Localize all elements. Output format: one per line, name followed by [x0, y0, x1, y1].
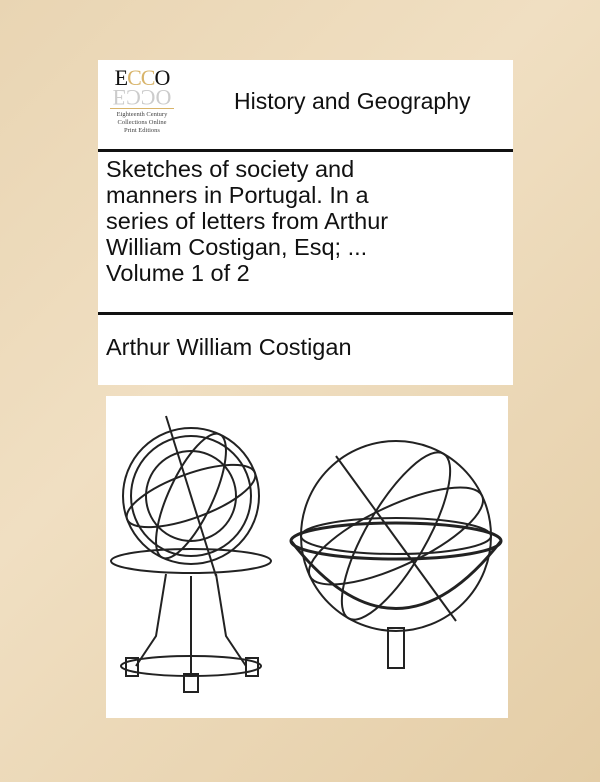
logo-subtitle-3: Print Editions — [124, 127, 160, 134]
logo-subtitle-1: Eighteenth Century — [116, 111, 168, 118]
title-line: William Costigan, Esq; ... — [106, 234, 368, 260]
ecco-logo: ECCO EϽϽO Eighteenth Century Collections Online Print Editions — [106, 68, 178, 144]
divider-bottom — [98, 312, 513, 315]
category-label: History and Geography — [234, 88, 471, 114]
title-line: Volume 1 of 2 — [106, 260, 250, 286]
armillary-sphere-left — [111, 416, 271, 692]
armillary-illustration — [106, 396, 508, 718]
title-line: manners in Portugal. In a — [106, 182, 369, 208]
title-line: Sketches of society and — [106, 156, 355, 182]
title-line: series of letters from Arthur — [106, 208, 389, 234]
logo-subtitle-2: Collections Online — [117, 119, 167, 126]
author-name: Arthur William Costigan — [106, 334, 352, 360]
divider-top — [98, 149, 513, 152]
book-title — [106, 156, 511, 286]
armillary-sphere-right — [291, 439, 501, 668]
cover-panel — [98, 60, 513, 385]
